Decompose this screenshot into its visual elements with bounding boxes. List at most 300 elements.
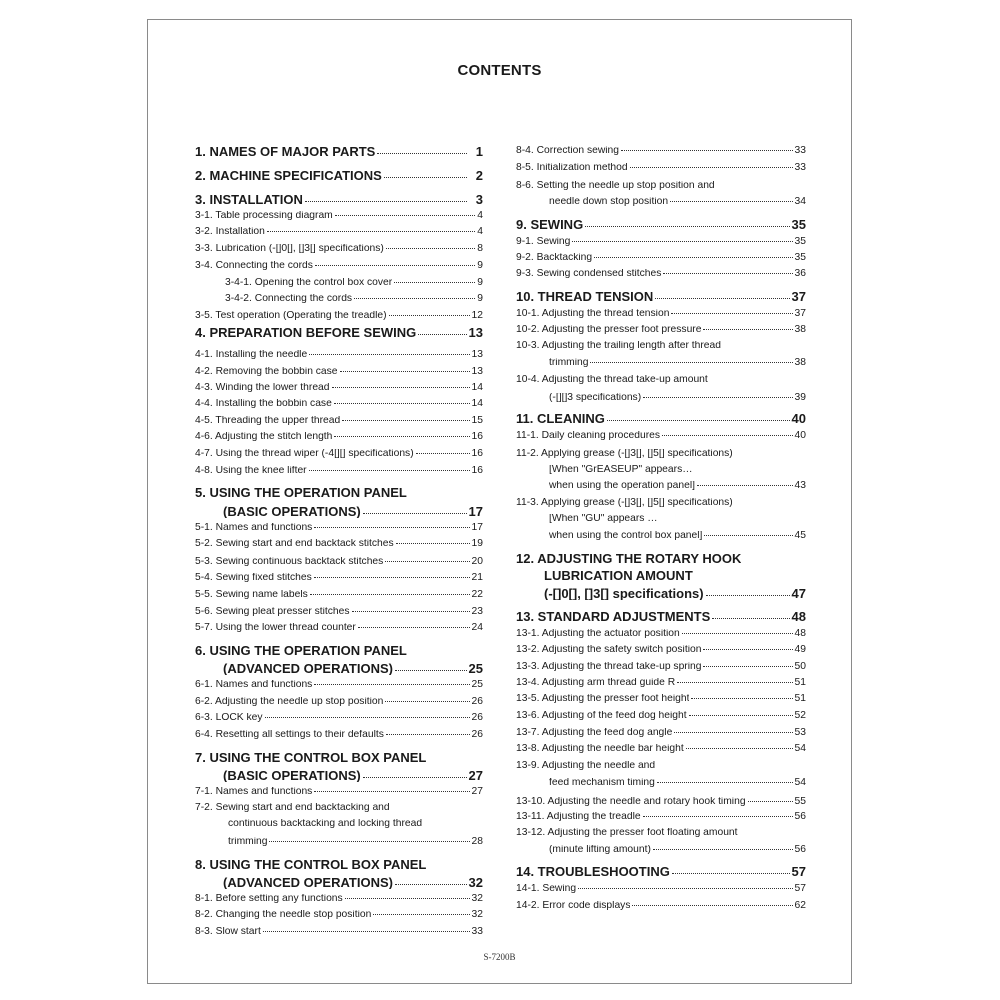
toc-entry-label: 3-1. Table processing diagram xyxy=(195,211,333,221)
toc-entry-label: 3-4. Connecting the cords xyxy=(195,261,313,271)
toc-leader-dots xyxy=(657,782,793,783)
toc-leader-dots xyxy=(748,801,793,802)
toc-page-number: 37 xyxy=(794,308,806,319)
toc-section-entry xyxy=(195,662,483,675)
toc-entry-label: 14. TROUBLESHOOTING xyxy=(516,865,670,878)
toc-page-number: 38 xyxy=(794,324,806,335)
toc-page-number: 8 xyxy=(477,243,483,254)
toc-subsection-entry xyxy=(516,884,806,894)
toc-leader-dots xyxy=(691,698,792,699)
toc-leader-dots xyxy=(662,435,792,436)
toc-subsection-entry xyxy=(195,730,483,740)
toc-page-number: 13 xyxy=(471,349,483,360)
toc-section-entry xyxy=(516,569,806,582)
toc-subsection-entry xyxy=(195,713,483,723)
toc-leader-dots xyxy=(578,888,792,889)
toc-subsection-entry xyxy=(516,901,806,911)
toc-entry-label: 8. USING THE CONTROL BOX PANEL xyxy=(195,858,427,871)
toc-section-entry xyxy=(195,169,483,182)
toc-leader-dots xyxy=(630,167,793,168)
toc-entry-label: 3-4-1. Opening the control box cover xyxy=(225,278,393,288)
toc-section-entry xyxy=(195,193,483,206)
toc-leader-dots xyxy=(585,226,789,227)
toc-subsection-entry xyxy=(195,787,483,797)
page-title: CONTENTS xyxy=(457,62,542,79)
toc-entry-label: (ADVANCED OPERATIONS) xyxy=(223,662,393,675)
toc-entry-label: (BASIC OPERATIONS) xyxy=(223,505,361,518)
toc-subsection-entry xyxy=(516,514,806,524)
toc-subsection-entry xyxy=(195,590,483,600)
toc-page-number: 16 xyxy=(471,448,483,459)
toc-subsection-entry xyxy=(516,744,806,754)
toc-leader-dots xyxy=(342,420,469,421)
toc-subsection-entry xyxy=(195,278,483,288)
toc-page-number: 4 xyxy=(477,226,483,237)
toc-entry-label: 5. USING THE OPERATION PANEL xyxy=(195,486,407,499)
toc-subsection-entry xyxy=(195,539,483,549)
toc-page-number: 33 xyxy=(794,145,806,156)
toc-section-entry xyxy=(195,486,483,499)
toc-page-number: 24 xyxy=(471,622,483,633)
toc-subsection-entry xyxy=(516,778,806,788)
toc-leader-dots xyxy=(384,177,467,178)
toc-subsection-entry xyxy=(516,498,806,508)
toc-page-number: 57 xyxy=(794,883,806,894)
toc-section-entry xyxy=(516,552,806,565)
toc-leader-dots xyxy=(572,241,792,242)
toc-subsection-entry xyxy=(195,383,483,393)
toc-entry-label: 4-6. Adjusting the stitch length xyxy=(195,432,333,442)
toc-entry-label: 3. INSTALLATION xyxy=(195,193,303,206)
toc-leader-dots xyxy=(643,397,792,398)
toc-section-entry xyxy=(516,218,806,231)
toc-subsection-entry xyxy=(195,607,483,617)
toc-entry-label: 8-2. Changing the needle stop position xyxy=(195,910,372,920)
toc-entry-label: 6-1. Names and functions xyxy=(195,680,313,690)
toc-entry-label: (-[]0[], []3[] specifications) xyxy=(544,587,704,600)
toc-subsection-entry xyxy=(195,623,483,633)
toc-entry-label: 12. ADJUSTING THE ROTARY HOOK xyxy=(516,552,742,565)
toc-entry-label: 10. THREAD TENSION xyxy=(516,290,654,303)
toc-leader-dots xyxy=(396,543,470,544)
toc-entry-label: 9-2. Backtacking xyxy=(516,253,593,263)
toc-subsection-entry xyxy=(195,211,483,221)
toc-entry-label: (BASIC OPERATIONS) xyxy=(223,769,361,782)
toc-leader-dots xyxy=(315,265,475,266)
toc-page-number: 37 xyxy=(791,289,806,304)
toc-entry-label: 13-2. Adjusting the safety switch position xyxy=(516,645,702,655)
toc-subsection-entry xyxy=(195,399,483,409)
toc-section-entry xyxy=(195,145,483,158)
toc-subsection-entry xyxy=(516,845,806,855)
toc-section-entry xyxy=(516,587,806,600)
toc-leader-dots xyxy=(703,649,792,650)
toc-leader-dots xyxy=(335,215,476,216)
toc-entry-label: feed mechanism timing xyxy=(549,778,655,788)
toc-leader-dots xyxy=(373,914,469,915)
toc-entry-label: 5-3. Sewing continuous backtack stitches xyxy=(195,557,384,567)
toc-page-number: 14 xyxy=(471,398,483,409)
toc-entry-label: 13-3. Adjusting the thread take-up spring xyxy=(516,662,702,672)
toc-leader-dots xyxy=(704,535,792,536)
toc-entry-label: 8-5. Initialization method xyxy=(516,163,628,173)
toc-entry-label: 4-2. Removing the bobbin case xyxy=(195,367,338,377)
toc-leader-dots xyxy=(267,231,475,232)
toc-page-number: 32 xyxy=(471,893,483,904)
toc-page-number: 40 xyxy=(794,430,806,441)
toc-leader-dots xyxy=(594,257,792,258)
toc-subsection-entry xyxy=(195,311,483,321)
toc-subsection-entry xyxy=(516,253,806,263)
toc-page-number: 35 xyxy=(794,252,806,263)
toc-leader-dots xyxy=(309,354,469,355)
toc-subsection-entry xyxy=(516,481,806,491)
toc-entry-label: continuous backtacking and locking thread xyxy=(228,819,423,829)
toc-page-number: 54 xyxy=(794,743,806,754)
toc-subsection-entry xyxy=(195,837,483,847)
toc-page-number: 35 xyxy=(791,217,806,232)
toc-entry-label: [When "GrEASEUP" appears… xyxy=(549,465,693,475)
toc-section-entry xyxy=(195,751,483,764)
toc-entry-label: 5-7. Using the lower thread counter xyxy=(195,623,356,633)
toc-page-number: 33 xyxy=(794,162,806,173)
toc-leader-dots xyxy=(389,315,470,316)
toc-leader-dots xyxy=(340,371,470,372)
toc-leader-dots xyxy=(386,248,475,249)
toc-leader-dots xyxy=(632,905,792,906)
toc-entry-label: 4. PREPARATION BEFORE SEWING xyxy=(195,326,417,339)
toc-leader-dots xyxy=(590,362,792,363)
toc-subsection-entry xyxy=(516,375,806,385)
toc-subsection-entry xyxy=(516,163,806,173)
toc-entry-label: 13-11. Adjusting the treadle xyxy=(516,812,641,822)
toc-subsection-entry xyxy=(195,573,483,583)
toc-subsection-entry xyxy=(195,697,483,707)
toc-leader-dots xyxy=(358,627,470,628)
toc-page-number: 34 xyxy=(794,196,806,207)
toc-section-entry xyxy=(195,769,483,782)
toc-page-number: 35 xyxy=(794,236,806,247)
toc-page-number: 55 xyxy=(794,796,806,807)
toc-leader-dots xyxy=(712,618,789,619)
toc-subsection-entry xyxy=(516,797,806,807)
toc-section-entry xyxy=(195,858,483,871)
toc-page-number: 54 xyxy=(794,777,806,788)
toc-entry-label: 3-2. Installation xyxy=(195,227,265,237)
toc-page-number: 48 xyxy=(791,609,806,624)
toc-entry-label: 11-3. Applying grease (-[]3[], []5[] specifications) xyxy=(516,498,733,508)
toc-leader-dots xyxy=(418,334,466,335)
toc-entry-label: [When "GU" appears … xyxy=(549,514,658,524)
toc-leader-dots xyxy=(314,791,469,792)
toc-page-number: 21 xyxy=(471,572,483,583)
toc-subsection-entry xyxy=(516,662,806,672)
toc-page-number: 53 xyxy=(794,727,806,738)
toc-page-number: 33 xyxy=(471,926,483,937)
toc-subsection-entry xyxy=(516,761,806,771)
toc-section-entry xyxy=(195,644,483,657)
toc-entry-label: 10-3. Adjusting the trailing length after thread xyxy=(516,341,721,351)
toc-page-number: 52 xyxy=(794,710,806,721)
toc-page-number: 27 xyxy=(471,786,483,797)
toc-leader-dots xyxy=(332,387,470,388)
toc-page-number: 13 xyxy=(468,325,483,340)
toc-entry-label: 6-2. Adjusting the needle up stop position xyxy=(195,697,384,707)
toc-subsection-entry xyxy=(516,146,806,156)
toc-entry-label: (ADVANCED OPERATIONS) xyxy=(223,876,393,889)
toc-subsection-entry xyxy=(516,531,806,541)
toc-leader-dots xyxy=(706,595,790,596)
toc-entry-label: 13-12. Adjusting the presser foot floating amount xyxy=(516,828,738,838)
toc-subsection-entry xyxy=(516,678,806,688)
toc-entry-label: 11-2. Applying grease (-[]3[], []5[] specifications) xyxy=(516,449,733,459)
toc-entry-label: 4-3. Winding the lower thread xyxy=(195,383,330,393)
toc-entry-label: 10-2. Adjusting the presser foot pressure xyxy=(516,325,702,335)
toc-entry-label: trimming xyxy=(228,837,268,847)
document-page xyxy=(147,19,852,984)
toc-page-number: 13 xyxy=(471,366,483,377)
toc-entry-label: 7. USING THE CONTROL BOX PANEL xyxy=(195,751,427,764)
toc-entry-label: 9-3. Sewing condensed stitches xyxy=(516,269,662,279)
toc-subsection-entry xyxy=(195,557,483,567)
toc-section-entry xyxy=(195,876,483,889)
toc-leader-dots xyxy=(377,153,467,154)
toc-page-number: 4 xyxy=(477,210,483,221)
toc-entry-label: 10-4. Adjusting the thread take-up amount xyxy=(516,375,708,385)
toc-page-number: 51 xyxy=(794,677,806,688)
toc-subsection-entry xyxy=(195,803,483,813)
toc-subsection-entry xyxy=(516,694,806,704)
toc-entry-label: 13-8. Adjusting the needle bar height xyxy=(516,744,684,754)
toc-page-number: 43 xyxy=(794,480,806,491)
toc-leader-dots xyxy=(345,898,470,899)
toc-subsection-entry xyxy=(516,711,806,721)
toc-entry-label: 8-1. Before setting any functions xyxy=(195,894,343,904)
toc-leader-dots xyxy=(363,777,467,778)
toc-leader-dots xyxy=(682,633,793,634)
toc-page-number: 62 xyxy=(794,900,806,911)
toc-page-number: 1 xyxy=(475,144,483,159)
toc-page-number: 17 xyxy=(471,522,483,533)
toc-page-number: 9 xyxy=(477,260,483,271)
toc-subsection-entry xyxy=(195,523,483,533)
toc-page-number: 36 xyxy=(794,268,806,279)
toc-subsection-entry xyxy=(516,393,806,403)
toc-entry-label: 7-1. Names and functions xyxy=(195,787,313,797)
toc-page-number: 56 xyxy=(794,844,806,855)
toc-page-number: 9 xyxy=(477,277,483,288)
toc-page-number: 38 xyxy=(794,357,806,368)
toc-leader-dots xyxy=(305,201,467,202)
toc-leader-dots xyxy=(269,841,469,842)
toc-leader-dots xyxy=(703,329,792,330)
toc-subsection-entry xyxy=(516,629,806,639)
toc-entry-label: 13-1. Adjusting the actuator position xyxy=(516,629,680,639)
toc-entry-label: needle down stop position xyxy=(549,197,669,207)
toc-leader-dots xyxy=(674,732,792,733)
toc-leader-dots xyxy=(607,420,790,421)
toc-subsection-entry xyxy=(516,465,806,475)
toc-entry-label: 4-4. Installing the bobbin case xyxy=(195,399,332,409)
toc-page-number: 25 xyxy=(468,661,483,676)
toc-entry-label: trimming xyxy=(549,358,589,368)
toc-entry-label: 13-5. Adjusting the presser foot height xyxy=(516,694,690,704)
toc-leader-dots xyxy=(643,816,793,817)
toc-subsection-entry xyxy=(516,449,806,459)
toc-subsection-entry xyxy=(516,728,806,738)
toc-subsection-entry xyxy=(195,466,483,476)
toc-page-number: 47 xyxy=(791,586,806,601)
toc-entry-label: 1. NAMES OF MAJOR PARTS xyxy=(195,145,376,158)
toc-page-number: 16 xyxy=(471,431,483,442)
toc-entry-label: 7-2. Sewing start and end backtacking and xyxy=(195,803,390,813)
toc-entry-label: 14-2. Error code displays xyxy=(516,901,631,911)
toc-leader-dots xyxy=(334,403,470,404)
toc-page-number: 26 xyxy=(471,696,483,707)
toc-leader-dots xyxy=(670,201,792,202)
toc-entry-label: when using the operation panel] xyxy=(549,481,695,491)
toc-page-number: 48 xyxy=(794,628,806,639)
toc-page-number: 49 xyxy=(794,644,806,655)
toc-entry-label: 9. SEWING xyxy=(516,218,584,231)
toc-entry-label: 6. USING THE OPERATION PANEL xyxy=(195,644,407,657)
toc-page-number: 51 xyxy=(794,693,806,704)
toc-subsection-entry xyxy=(516,181,806,191)
toc-leader-dots xyxy=(677,682,792,683)
toc-subsection-entry xyxy=(516,325,806,335)
toc-leader-dots xyxy=(314,527,469,528)
toc-page-number: 26 xyxy=(471,729,483,740)
toc-leader-dots xyxy=(697,485,793,486)
toc-subsection-entry xyxy=(195,261,483,271)
toc-page-number: 15 xyxy=(471,415,483,426)
toc-leader-dots xyxy=(314,684,469,685)
toc-page-number: 32 xyxy=(471,909,483,920)
toc-page-number: 56 xyxy=(794,811,806,822)
toc-entry-label: 10-1. Adjusting the thread tension xyxy=(516,309,670,319)
toc-entry-label: (-[][]3 specifications) xyxy=(549,393,642,403)
toc-leader-dots xyxy=(334,436,469,437)
toc-leader-dots xyxy=(363,513,467,514)
toc-leader-dots xyxy=(394,282,475,283)
toc-leader-dots xyxy=(385,561,469,562)
toc-subsection-entry xyxy=(516,309,806,319)
toc-leader-dots xyxy=(265,717,470,718)
toc-entry-label: 8-4. Correction sewing xyxy=(516,146,620,156)
toc-page-number: 16 xyxy=(471,465,483,476)
toc-leader-dots xyxy=(671,313,792,314)
toc-entry-label: 8-3. Slow start xyxy=(195,927,261,937)
toc-page-number: 3 xyxy=(475,192,483,207)
toc-leader-dots xyxy=(621,150,793,151)
toc-leader-dots xyxy=(352,611,470,612)
toc-page-number: 9 xyxy=(477,293,483,304)
toc-entry-label: 9-1. Sewing xyxy=(516,237,571,247)
toc-page-number: 26 xyxy=(471,712,483,723)
toc-entry-label: 3-4-2. Connecting the cords xyxy=(225,294,353,304)
toc-leader-dots xyxy=(395,670,467,671)
toc-entry-label: 11. CLEANING xyxy=(516,412,605,425)
toc-entry-label: 3-5. Test operation (Operating the treadle) xyxy=(195,311,387,321)
toc-leader-dots xyxy=(263,931,470,932)
toc-subsection-entry xyxy=(516,269,806,279)
toc-page-number: 27 xyxy=(468,768,483,783)
toc-leader-dots xyxy=(309,470,470,471)
toc-page-number: 20 xyxy=(471,556,483,567)
toc-leader-dots xyxy=(395,884,467,885)
toc-subsection-entry xyxy=(516,828,806,838)
toc-page-number: 40 xyxy=(791,411,806,426)
toc-subsection-entry xyxy=(195,227,483,237)
toc-subsection-entry xyxy=(195,416,483,426)
toc-entry-label: 4-8. Using the knee lifter xyxy=(195,466,307,476)
toc-entry-label: 3-3. Lubrication (-[]0[], []3[] specifications) xyxy=(195,244,384,254)
toc-page-number: 12 xyxy=(471,310,483,321)
toc-section-entry xyxy=(516,412,806,425)
toc-subsection-entry xyxy=(516,197,806,207)
toc-subsection-entry xyxy=(516,341,806,351)
toc-section-entry xyxy=(195,505,483,518)
toc-entry-label: 13-6. Adjusting of the feed dog height xyxy=(516,711,687,721)
toc-entry-label: 6-3. LOCK key xyxy=(195,713,263,723)
toc-subsection-entry xyxy=(195,894,483,904)
toc-entry-label: 5-2. Sewing start and end backtack stitches xyxy=(195,539,394,549)
toc-leader-dots xyxy=(663,273,792,274)
toc-entry-label: 2. MACHINE SPECIFICATIONS xyxy=(195,169,382,182)
toc-page-number: 2 xyxy=(475,168,483,183)
toc-page-number: 14 xyxy=(471,382,483,393)
toc-entry-label: 4-1. Installing the needle xyxy=(195,350,308,360)
toc-page-number: 45 xyxy=(794,530,806,541)
toc-entry-label: (minute lifting amount) xyxy=(549,845,651,855)
toc-subsection-entry xyxy=(516,431,806,441)
toc-entry-label: 11-1. Daily cleaning procedures xyxy=(516,431,661,441)
toc-subsection-entry xyxy=(195,294,483,304)
toc-entry-label: 5-5. Sewing name labels xyxy=(195,590,308,600)
toc-page-number: 28 xyxy=(471,836,483,847)
toc-subsection-entry xyxy=(195,927,483,937)
toc-leader-dots xyxy=(310,594,470,595)
toc-subsection-entry xyxy=(195,449,483,459)
toc-entry-label: 13-9. Adjusting the needle and xyxy=(516,761,656,771)
toc-leader-dots xyxy=(672,873,790,874)
toc-page-number: 17 xyxy=(468,504,483,519)
toc-subsection-entry xyxy=(195,910,483,920)
toc-section-entry xyxy=(516,865,806,878)
toc-page-number: 23 xyxy=(471,606,483,617)
toc-subsection-entry xyxy=(195,432,483,442)
toc-subsection-entry xyxy=(516,645,806,655)
toc-entry-label: 4-5. Threading the upper thread xyxy=(195,416,341,426)
toc-leader-dots xyxy=(354,298,475,299)
toc-subsection-entry xyxy=(516,812,806,822)
toc-entry-label: 6-4. Resetting all settings to their defaults xyxy=(195,730,384,740)
toc-entry-label: 13-7. Adjusting the feed dog angle xyxy=(516,728,673,738)
toc-entry-label: 13. STANDARD ADJUSTMENTS xyxy=(516,610,711,623)
toc-leader-dots xyxy=(416,453,470,454)
toc-leader-dots xyxy=(314,577,470,578)
toc-page-number: 25 xyxy=(471,679,483,690)
toc-leader-dots xyxy=(655,298,789,299)
toc-entry-label: 8-6. Setting the needle up stop position and xyxy=(516,181,715,191)
toc-leader-dots xyxy=(386,734,470,735)
toc-subsection-entry xyxy=(195,367,483,377)
toc-entry-label: 5-6. Sewing pleat presser stitches xyxy=(195,607,350,617)
toc-page-number: 32 xyxy=(468,875,483,890)
toc-page-number: 50 xyxy=(794,661,806,672)
toc-entry-label: 14-1. Sewing xyxy=(516,884,577,894)
toc-leader-dots xyxy=(703,666,792,667)
